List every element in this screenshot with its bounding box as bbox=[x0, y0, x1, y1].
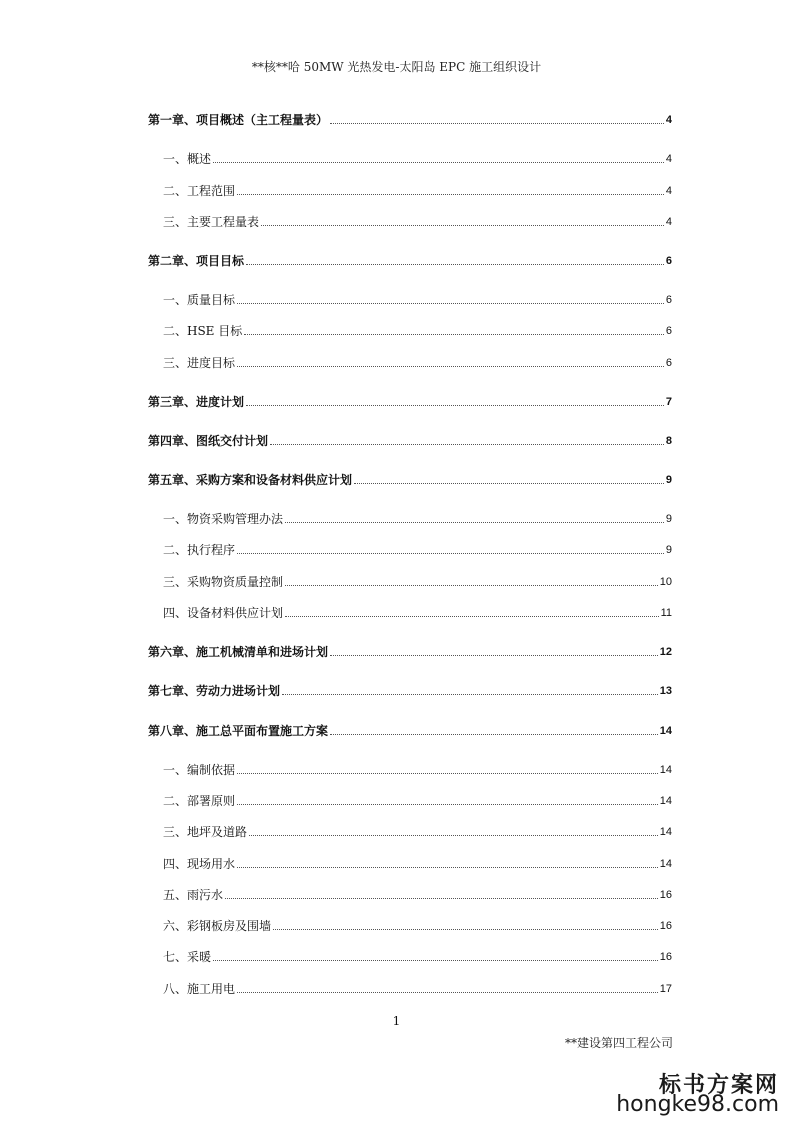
dot-leader bbox=[273, 929, 658, 930]
toc-entry-label: 第七章、劳动力进场计划 bbox=[148, 684, 281, 698]
toc-entry-label: 三、地坪及道路 bbox=[163, 825, 248, 839]
toc-entry-label: 第六章、施工机械清单和进场计划 bbox=[148, 645, 329, 659]
toc-entry[interactable] bbox=[148, 112, 672, 128]
toc-entry[interactable] bbox=[148, 394, 672, 410]
toc-entry-page: 16 bbox=[659, 889, 672, 901]
toc-entry[interactable] bbox=[163, 151, 672, 167]
toc-entry-label: 八、施工用电 bbox=[163, 982, 236, 996]
dot-leader bbox=[237, 194, 664, 195]
toc-entry-page: 6 bbox=[665, 325, 672, 337]
dot-leader bbox=[330, 734, 658, 735]
toc-entry-page: 4 bbox=[665, 114, 672, 126]
toc-entry-page: 7 bbox=[665, 396, 672, 408]
dot-leader bbox=[237, 992, 658, 993]
toc-entry[interactable] bbox=[163, 214, 672, 230]
toc-entry-label: 第四章、图纸交付计划 bbox=[148, 434, 269, 448]
toc-entry[interactable] bbox=[163, 887, 672, 903]
footer-company: **建设第四工程公司 bbox=[564, 1036, 673, 1050]
dot-leader bbox=[249, 835, 658, 836]
toc-entry[interactable] bbox=[163, 824, 672, 840]
toc-entry-page: 6 bbox=[665, 357, 672, 369]
toc-entry-label: 七、采暖 bbox=[163, 950, 212, 964]
dot-leader bbox=[261, 225, 664, 226]
toc-entry-page: 17 bbox=[659, 983, 672, 995]
dot-leader bbox=[285, 585, 658, 586]
toc-entry-page: 14 bbox=[659, 725, 672, 737]
toc-entry[interactable] bbox=[163, 918, 672, 934]
watermark-brand: 标书方案网 bbox=[658, 1073, 779, 1098]
dot-leader bbox=[244, 334, 664, 335]
dot-leader bbox=[330, 123, 664, 124]
toc-entry[interactable] bbox=[148, 472, 672, 488]
toc-entry[interactable] bbox=[163, 542, 672, 558]
dot-leader bbox=[285, 616, 659, 617]
toc-entry-page: 14 bbox=[659, 858, 672, 870]
dot-leader bbox=[330, 655, 658, 656]
toc-entry-page: 14 bbox=[659, 764, 672, 776]
dot-leader bbox=[213, 960, 658, 961]
toc-entry[interactable] bbox=[163, 762, 672, 778]
dot-leader bbox=[225, 898, 658, 899]
toc-entry-label: 一、编制依据 bbox=[163, 763, 236, 777]
page-number: 1 bbox=[392, 1014, 401, 1028]
toc-entry-page: 8 bbox=[665, 435, 672, 447]
toc-entry-label: 一、质量目标 bbox=[163, 293, 236, 307]
dot-leader bbox=[282, 694, 658, 695]
toc-entry-label: 第一章、项目概述（主工程量表） bbox=[148, 113, 329, 127]
dot-leader bbox=[246, 264, 664, 265]
toc-entry-label: 第八章、施工总平面布置施工方案 bbox=[148, 724, 329, 738]
toc-entry-page: 16 bbox=[659, 920, 672, 932]
dot-leader bbox=[237, 804, 658, 805]
toc-entry-page: 6 bbox=[665, 255, 672, 267]
dot-leader bbox=[237, 303, 664, 304]
toc-entry-page: 9 bbox=[665, 474, 672, 486]
dot-leader bbox=[285, 522, 664, 523]
toc-entry-page: 14 bbox=[659, 826, 672, 838]
dot-leader bbox=[237, 366, 664, 367]
toc-entry-label: 第三章、进度计划 bbox=[148, 395, 245, 409]
toc-entry-label: 第五章、采购方案和设备材料供应计划 bbox=[148, 473, 353, 487]
toc-entry-page: 9 bbox=[665, 513, 672, 525]
toc-entry-page: 4 bbox=[665, 216, 672, 228]
dot-leader bbox=[237, 867, 658, 868]
toc-entry[interactable] bbox=[148, 253, 672, 269]
dot-leader bbox=[213, 162, 664, 163]
toc-entry-label: 二、执行程序 bbox=[163, 543, 236, 557]
watermark-url: hongke98.com bbox=[616, 1092, 779, 1117]
toc-entry-page: 13 bbox=[659, 685, 672, 697]
toc-entry-page: 4 bbox=[665, 185, 672, 197]
toc-entry-label: 二、HSE 目标 bbox=[163, 324, 243, 338]
toc-entry[interactable] bbox=[148, 723, 672, 739]
toc-entry[interactable] bbox=[163, 183, 672, 199]
toc-entry[interactable] bbox=[163, 856, 672, 872]
dot-leader bbox=[354, 483, 664, 484]
toc-entry-page: 6 bbox=[665, 294, 672, 306]
toc-entry[interactable] bbox=[148, 644, 672, 660]
toc-entry-label: 二、工程范围 bbox=[163, 184, 236, 198]
toc-entry-page: 12 bbox=[659, 646, 672, 658]
toc-entry-label: 三、采购物资质量控制 bbox=[163, 575, 284, 589]
toc-entry-label: 六、彩钢板房及围墙 bbox=[163, 919, 272, 933]
toc-entry[interactable] bbox=[163, 949, 672, 965]
toc-entry-page: 9 bbox=[665, 544, 672, 556]
toc-entry[interactable] bbox=[163, 355, 672, 371]
toc-entry[interactable] bbox=[163, 511, 672, 527]
toc-entry-page: 16 bbox=[659, 951, 672, 963]
toc-entry-label: 四、设备材料供应计划 bbox=[163, 606, 284, 620]
toc-entry[interactable] bbox=[163, 292, 672, 308]
dot-leader bbox=[237, 773, 658, 774]
toc-entry[interactable] bbox=[163, 574, 672, 590]
dot-leader bbox=[246, 405, 664, 406]
dot-leader bbox=[270, 444, 664, 445]
toc-entry[interactable] bbox=[163, 981, 672, 997]
toc-entry-label: 一、概述 bbox=[163, 152, 212, 166]
toc-entry[interactable] bbox=[163, 323, 672, 339]
toc-entry-label: 三、主要工程量表 bbox=[163, 215, 260, 229]
toc-entry-page: 14 bbox=[659, 795, 672, 807]
toc-entry-label: 四、现场用水 bbox=[163, 857, 236, 871]
toc-entry-page: 10 bbox=[659, 576, 672, 588]
dot-leader bbox=[237, 553, 664, 554]
toc-entry-label: 三、进度目标 bbox=[163, 356, 236, 370]
toc-entry-page: 11 bbox=[660, 607, 672, 619]
toc-entry-label: 第二章、项目目标 bbox=[148, 254, 245, 268]
toc-entry-page: 4 bbox=[665, 153, 672, 165]
toc-entry-label: 二、部署原则 bbox=[163, 794, 236, 808]
toc-entry[interactable] bbox=[163, 605, 672, 621]
toc-entry[interactable] bbox=[148, 433, 672, 449]
toc-entry-label: 五、雨污水 bbox=[163, 888, 224, 902]
toc-entry[interactable] bbox=[163, 793, 672, 809]
document-header: **核**哈 50MW 光热发电-太阳岛 EPC 施工组织设计 bbox=[251, 60, 542, 74]
toc-entry[interactable] bbox=[148, 683, 672, 699]
toc-entry-label: 一、物资采购管理办法 bbox=[163, 512, 284, 526]
